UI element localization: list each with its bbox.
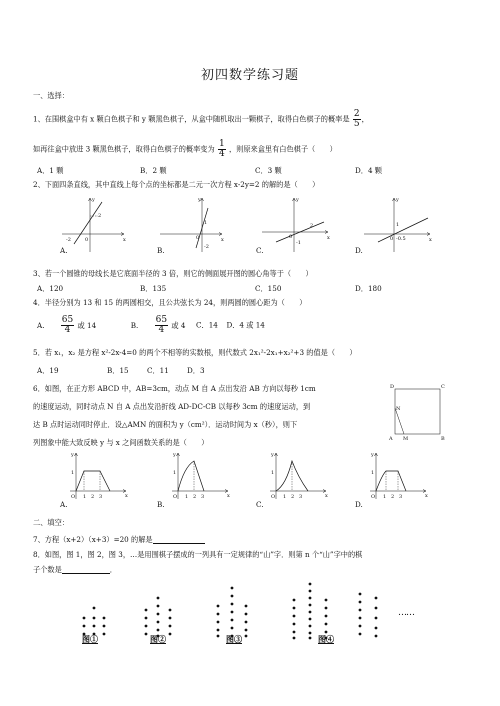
q6d-origin: O bbox=[371, 494, 376, 500]
q4b-num: 65 bbox=[155, 315, 168, 325]
q4-option-a[interactable] bbox=[37, 315, 98, 335]
q6-graph-b bbox=[168, 451, 232, 501]
q4b-den: 4 bbox=[158, 325, 165, 335]
q2c-origin: 0 bbox=[289, 234, 293, 240]
q1-fraction-1 bbox=[353, 110, 361, 129]
q2-graph-d bbox=[364, 196, 434, 252]
q8-line1: 8．如图，图 1，图 2，图 3，…是用围棋子摆成的一列具有一定规律的“山”字．则第 n 个“山”字中的棋 bbox=[33, 550, 363, 559]
section-choice-heading: 一、选择： bbox=[33, 91, 69, 100]
q1-line1: 1、在围棋盒中有 x 颗白色棋子和 y 颗黑色棋子，从盒中随机取出一颗棋子，取得白色棋子的概率是 $\frac{2}{5}$ ， bbox=[33, 109, 369, 129]
q6b-tick-2: 2 bbox=[193, 494, 197, 500]
q1-frac2-denominator: 4 bbox=[218, 149, 225, 159]
q2b-y-label: y bbox=[198, 197, 201, 203]
q6-line3: 达 B 点时运动同时停止．设△AMN 的面积为 y（cm²）．运动时间为 x（秒），则下 bbox=[33, 420, 298, 429]
q3-option-c[interactable]: C．150 bbox=[255, 284, 282, 293]
q5-option-c[interactable]: C．11 bbox=[147, 366, 169, 375]
q2-option-b[interactable]: B. bbox=[157, 246, 165, 255]
q5-question: 5．若 x₁，x₂ 是方程 x²-2x-4=0 的两个不相等的实数根，则代数式 2x₁²-2x₁+x₂²+3 的值是（ ） bbox=[33, 348, 357, 357]
q6a-tick-3: 3 bbox=[99, 494, 103, 500]
q6-option-a[interactable]: A. bbox=[60, 500, 68, 509]
square-vertex-a: A bbox=[389, 436, 393, 442]
q2a-tick-y: 2 bbox=[98, 213, 102, 219]
q6a-y-label: y bbox=[71, 452, 74, 458]
q2b-x-label: x bbox=[221, 237, 224, 243]
q5-option-d[interactable]: D．3 bbox=[187, 366, 205, 375]
q4a-prefix: A. bbox=[37, 320, 45, 330]
q2c-x-label: x bbox=[327, 235, 330, 241]
q8-figure-3-label: 图③ bbox=[226, 635, 242, 644]
q1-frac1-numerator: 2 bbox=[353, 109, 360, 119]
q6d-tick-3: 3 bbox=[399, 494, 403, 500]
q4-option-c[interactable]: C．14 bbox=[196, 320, 218, 330]
figure-3-dots bbox=[217, 587, 248, 638]
q8-answer-blank[interactable] bbox=[62, 566, 110, 574]
q8-line2-end: ． bbox=[109, 565, 117, 574]
q6-graph-a bbox=[66, 451, 130, 501]
q4b-prefix: B. bbox=[130, 320, 139, 330]
q6c-origin: O bbox=[271, 494, 276, 500]
q4b-suffix: 或 4 bbox=[171, 320, 186, 330]
q6a-x-label: x bbox=[125, 493, 128, 499]
figure-2-dots bbox=[145, 597, 172, 638]
q1-option-a[interactable]: A．1 颗 bbox=[37, 166, 64, 175]
section-fill-heading: 二、填空： bbox=[33, 518, 69, 527]
q6b-tick-3: 3 bbox=[201, 494, 205, 500]
q2d-y-label: y bbox=[396, 197, 399, 203]
q6d-y-label: y bbox=[371, 452, 374, 458]
q6-line4: 列图象中能大致反映 y 与 x 之间函数关系的是（ ） bbox=[33, 438, 209, 447]
q6-graph-d bbox=[366, 451, 430, 501]
q6b-x-label: x bbox=[227, 493, 230, 499]
q2c-tick-x: 2 bbox=[310, 223, 314, 229]
figure-5-dots bbox=[359, 593, 378, 638]
q2b-origin: 0 bbox=[196, 235, 200, 241]
q6d-tick-y: 1 bbox=[371, 470, 375, 476]
q6-line1: 6．如图，在正方形 ABCD 中，AB=3cm，动点 M 自 A 点出发沿 AB 方向以每秒 1cm bbox=[33, 384, 316, 393]
q2-option-c[interactable]: C. bbox=[256, 246, 264, 255]
square-vertex-c: C bbox=[441, 384, 445, 390]
figure-1-dots bbox=[83, 607, 106, 636]
q2a-tick-x: -2 bbox=[66, 237, 71, 243]
q2-question: 2、下面四条直线，其中直线上每个点的坐标都是二元一次方程 x-2y=2 的解的是（ ） bbox=[33, 180, 320, 189]
q6a-tick-2: 2 bbox=[91, 494, 95, 500]
q1-fraction-2 bbox=[218, 140, 226, 159]
q2b-tick-y1: 1 bbox=[204, 220, 208, 226]
q1-option-c[interactable]: C．3 颗 bbox=[255, 166, 282, 175]
q2c-tick-y: -1 bbox=[296, 240, 301, 246]
figure-4-dots bbox=[293, 583, 328, 640]
q2d-tick-y: 1 bbox=[396, 222, 400, 228]
q6-option-c[interactable]: C. bbox=[256, 500, 264, 509]
q3-question: 3、若一个圆锥的母线长是它底面半径的 3 倍，则它的侧面展开图的圆心角等于（ ） bbox=[33, 269, 313, 278]
q4a-suffix: 或 14 bbox=[77, 320, 97, 330]
q2-option-a[interactable]: A. bbox=[60, 246, 68, 255]
q1-option-d[interactable]: D．4 颗 bbox=[355, 166, 382, 175]
square-vertex-b: B bbox=[441, 436, 445, 442]
q1-line2 bbox=[33, 140, 337, 159]
q2d-x-label: x bbox=[429, 237, 432, 243]
q1-text-b: 如再往盒中放进 3 颗黑色棋子，取得白色棋子的概率变为 bbox=[33, 144, 215, 154]
q6-option-b[interactable]: B. bbox=[157, 500, 165, 509]
q6b-tick-y: 1 bbox=[173, 470, 177, 476]
q2d-tick-x: -0.5 bbox=[396, 236, 406, 242]
q6a-tick-1: 1 bbox=[83, 494, 87, 500]
square-vertex-d: D bbox=[390, 384, 395, 390]
q3-option-b[interactable]: B．135 bbox=[140, 284, 167, 293]
q5-option-a[interactable]: A．19 bbox=[37, 366, 59, 375]
q4-question: 4．半径分别为 13 和 15 的两圆相交，且公共弦长为 24，则两圆的圆心距为（ ） bbox=[33, 298, 307, 307]
q4a-num: 65 bbox=[61, 315, 74, 325]
q2-graph-c bbox=[262, 196, 332, 252]
q6c-tick-3: 3 bbox=[299, 494, 303, 500]
q2b-tick-y2: -2 bbox=[204, 244, 209, 250]
q4a-den: 4 bbox=[64, 325, 71, 335]
q7-question: 7、方程（x+2）（x+3）=20 的解是 bbox=[33, 535, 153, 544]
q4b-fraction bbox=[155, 316, 168, 335]
q2-graph-b bbox=[160, 196, 230, 252]
q6c-y-label: y bbox=[271, 452, 274, 458]
q2-option-d[interactable]: D. bbox=[355, 246, 363, 255]
q4-option-b[interactable] bbox=[130, 315, 188, 335]
q6d-tick-2: 2 bbox=[391, 494, 395, 500]
q6a-tick-y: 1 bbox=[71, 470, 75, 476]
q1-frac1-denominator: 5 bbox=[353, 119, 360, 129]
q6a-origin: O bbox=[71, 494, 76, 500]
page-title: 初四数学练习题 bbox=[200, 68, 299, 83]
q8-figure-4-label: 图④ bbox=[318, 635, 334, 644]
q2a-x-label: x bbox=[123, 237, 126, 243]
q1-text-a: 1、在围棋盒中有 x 颗白色棋子和 y 颗黑色棋子，从盒中随机取出一颗棋子，取得白色棋子的概率是 bbox=[33, 114, 350, 124]
q6b-origin: O bbox=[173, 494, 178, 500]
q7-row bbox=[33, 535, 205, 544]
q8-figure-1-label: 图① bbox=[82, 635, 98, 644]
q6c-tick-y: 1 bbox=[271, 470, 275, 476]
q5-option-b[interactable]: B．15 bbox=[107, 366, 129, 375]
q6c-tick-1: 1 bbox=[283, 494, 287, 500]
q2a-y-label: y bbox=[92, 197, 95, 203]
q4a-fraction bbox=[61, 316, 74, 335]
q4-option-d[interactable]: D．4 或 14 bbox=[226, 320, 265, 330]
q2c-y-label: y bbox=[296, 197, 299, 203]
q6-square-figure bbox=[388, 382, 448, 444]
q8-ellipsis: …… bbox=[398, 608, 414, 618]
q2d-origin: 0 bbox=[390, 236, 394, 242]
q3-option-d[interactable]: D．180 bbox=[355, 284, 382, 293]
q7-answer-blank[interactable] bbox=[153, 536, 205, 544]
q6d-x-label: x bbox=[425, 493, 428, 499]
q1-text-c: ，则原来盒里有白色棋子（ ） bbox=[228, 144, 337, 154]
square-point-n: N bbox=[396, 406, 401, 412]
q1-option-b[interactable]: B．2 颗 bbox=[140, 166, 167, 175]
square-point-m: M bbox=[403, 436, 409, 442]
q6b-tick-1: 1 bbox=[185, 494, 189, 500]
q3-option-a[interactable]: A．120 bbox=[37, 284, 64, 293]
q6b-y-label: y bbox=[173, 452, 176, 458]
q6-option-d[interactable]: D. bbox=[355, 500, 363, 509]
q8-figure-2-label: 图② bbox=[150, 635, 166, 644]
q2a-origin: 0 bbox=[85, 237, 89, 243]
q4-options-row bbox=[37, 316, 265, 335]
q6c-tick-2: 2 bbox=[291, 494, 295, 500]
q1-frac2-numerator: 1 bbox=[218, 139, 225, 149]
q8-line2: 子个数是 bbox=[33, 565, 62, 574]
q2-graph-a bbox=[62, 196, 132, 252]
q6-line2: 的速度运动，同时动点 N 自 A 点出发沿折线 AD-DC-CB 以每秒 3cm 的速度运动，到 bbox=[33, 402, 311, 411]
q6-graph-c bbox=[266, 451, 330, 501]
q6d-tick-1: 1 bbox=[383, 494, 387, 500]
q8-line2-row bbox=[33, 565, 117, 574]
q6c-x-label: x bbox=[325, 493, 328, 499]
